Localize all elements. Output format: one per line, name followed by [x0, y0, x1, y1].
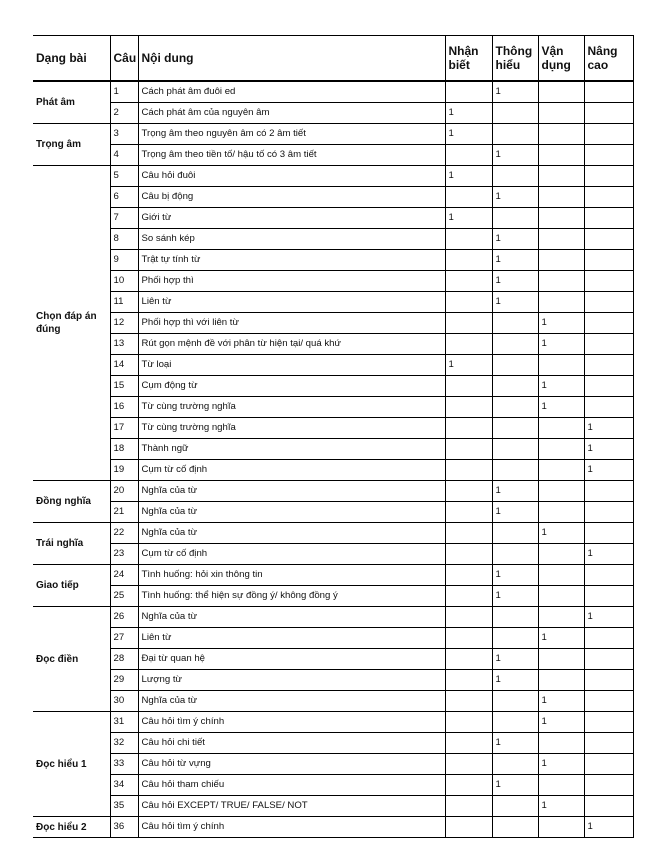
nhan-biet-cell [445, 313, 492, 334]
cau-cell: 36 [110, 817, 138, 838]
header-row [33, 36, 633, 82]
van-dung-cell [538, 292, 584, 313]
noi-dung-cell: Thành ngữ [138, 439, 445, 460]
cau-cell: 1 [110, 81, 138, 103]
nhan-biet-cell: 1 [445, 208, 492, 229]
cau-cell: 26 [110, 607, 138, 628]
cau-cell: 15 [110, 376, 138, 397]
thong-hieu-cell [492, 607, 538, 628]
header-nhan-biet: Nhận biết [445, 36, 492, 82]
thong-hieu-cell [492, 103, 538, 124]
matrix-body [33, 81, 633, 838]
thong-hieu-cell: 1 [492, 670, 538, 691]
van-dung-cell: 1 [538, 334, 584, 355]
cau-cell: 16 [110, 397, 138, 418]
thong-hieu-cell [492, 124, 538, 145]
table-row [33, 754, 633, 775]
van-dung-cell [538, 124, 584, 145]
noi-dung-cell: Nghĩa của từ [138, 481, 445, 502]
thong-hieu-cell: 1 [492, 229, 538, 250]
table-row [33, 397, 633, 418]
nhan-biet-cell [445, 502, 492, 523]
van-dung-cell [538, 250, 584, 271]
thong-hieu-cell [492, 754, 538, 775]
cau-cell: 6 [110, 187, 138, 208]
thong-hieu-cell [492, 523, 538, 544]
table-row [33, 355, 633, 376]
table-row [33, 607, 633, 628]
table-row [33, 145, 633, 166]
cau-cell: 25 [110, 586, 138, 607]
dang-bai-cell: Đọc điền [33, 607, 110, 712]
dang-bai-cell: Đọc hiểu 1 [33, 712, 110, 817]
noi-dung-cell: Câu bị động [138, 187, 445, 208]
noi-dung-cell: Liên từ [138, 292, 445, 313]
van-dung-cell [538, 418, 584, 439]
cau-cell: 27 [110, 628, 138, 649]
van-dung-cell [538, 460, 584, 481]
van-dung-cell [538, 544, 584, 565]
nhan-biet-cell: 1 [445, 355, 492, 376]
thong-hieu-cell [492, 544, 538, 565]
thong-hieu-cell [492, 712, 538, 733]
van-dung-cell: 1 [538, 397, 584, 418]
table-row [33, 712, 633, 733]
thong-hieu-cell [492, 376, 538, 397]
van-dung-cell [538, 439, 584, 460]
van-dung-cell [538, 145, 584, 166]
cau-cell: 3 [110, 124, 138, 145]
header-noi-dung: Nội dung [138, 36, 445, 82]
nhan-biet-cell [445, 733, 492, 754]
van-dung-cell [538, 607, 584, 628]
nhan-biet-cell [445, 754, 492, 775]
thong-hieu-cell [492, 460, 538, 481]
dang-bai-cell: Đồng nghĩa [33, 481, 110, 523]
van-dung-cell [538, 586, 584, 607]
cau-cell: 23 [110, 544, 138, 565]
cau-cell: 10 [110, 271, 138, 292]
thong-hieu-cell: 1 [492, 271, 538, 292]
cau-cell: 11 [110, 292, 138, 313]
nhan-biet-cell [445, 418, 492, 439]
nhan-biet-cell [445, 691, 492, 712]
nhan-biet-cell [445, 607, 492, 628]
table-row [33, 649, 633, 670]
nang-cao-cell [584, 250, 633, 271]
noi-dung-cell: Cụm từ cố định [138, 460, 445, 481]
van-dung-cell [538, 103, 584, 124]
van-dung-cell [538, 229, 584, 250]
nhan-biet-cell [445, 544, 492, 565]
nang-cao-cell [584, 691, 633, 712]
table-row [33, 334, 633, 355]
nang-cao-cell [584, 103, 633, 124]
noi-dung-cell: Trọng âm theo nguyên âm có 2 âm tiết [138, 124, 445, 145]
cau-cell: 31 [110, 712, 138, 733]
thong-hieu-cell [492, 397, 538, 418]
nang-cao-cell [584, 628, 633, 649]
dang-bai-cell: Trọng âm [33, 124, 110, 166]
thong-hieu-cell: 1 [492, 565, 538, 586]
nang-cao-cell [584, 565, 633, 586]
noi-dung-cell: Cụm động từ [138, 376, 445, 397]
cau-cell: 14 [110, 355, 138, 376]
nang-cao-cell [584, 271, 633, 292]
nang-cao-cell [584, 355, 633, 376]
van-dung-cell [538, 565, 584, 586]
nhan-biet-cell: 1 [445, 103, 492, 124]
thong-hieu-cell: 1 [492, 187, 538, 208]
van-dung-cell [538, 649, 584, 670]
noi-dung-cell: Câu hỏi EXCEPT/ TRUE/ FALSE/ NOT [138, 796, 445, 817]
thong-hieu-cell [492, 334, 538, 355]
header-dang-bai: Dạng bài [33, 36, 110, 82]
noi-dung-cell: Cụm từ cố định [138, 544, 445, 565]
nhan-biet-cell [445, 796, 492, 817]
nhan-biet-cell: 1 [445, 166, 492, 187]
nhan-biet-cell [445, 376, 492, 397]
nhan-biet-cell [445, 565, 492, 586]
nhan-biet-cell [445, 460, 492, 481]
van-dung-cell: 1 [538, 376, 584, 397]
noi-dung-cell: Câu hỏi đuôi [138, 166, 445, 187]
table-row [33, 586, 633, 607]
van-dung-cell [538, 481, 584, 502]
nang-cao-cell [584, 481, 633, 502]
van-dung-cell [538, 670, 584, 691]
noi-dung-cell: Nghĩa của từ [138, 691, 445, 712]
cau-cell: 20 [110, 481, 138, 502]
thong-hieu-cell: 1 [492, 292, 538, 313]
table-row [33, 502, 633, 523]
nang-cao-cell [584, 334, 633, 355]
cau-cell: 12 [110, 313, 138, 334]
nang-cao-cell [584, 145, 633, 166]
van-dung-cell [538, 271, 584, 292]
noi-dung-cell: Liên từ [138, 628, 445, 649]
thong-hieu-cell: 1 [492, 81, 538, 103]
noi-dung-cell: Cách phát âm của nguyên âm [138, 103, 445, 124]
noi-dung-cell: Tình huống: thể hiện sự đồng ý/ không đồng ý [138, 586, 445, 607]
van-dung-cell: 1 [538, 691, 584, 712]
table-row [33, 292, 633, 313]
table-row [33, 523, 633, 544]
nang-cao-cell [584, 796, 633, 817]
noi-dung-cell: Câu hỏi tìm ý chính [138, 712, 445, 733]
cau-cell: 2 [110, 103, 138, 124]
cau-cell: 4 [110, 145, 138, 166]
thong-hieu-cell [492, 208, 538, 229]
noi-dung-cell: Đại từ quan hệ [138, 649, 445, 670]
cau-cell: 24 [110, 565, 138, 586]
cau-cell: 13 [110, 334, 138, 355]
nang-cao-cell [584, 397, 633, 418]
nang-cao-cell [584, 166, 633, 187]
cau-cell: 18 [110, 439, 138, 460]
table-row [33, 208, 633, 229]
thong-hieu-cell [492, 628, 538, 649]
table-row [33, 418, 633, 439]
table-row [33, 124, 633, 145]
thong-hieu-cell [492, 418, 538, 439]
noi-dung-cell: Rút gọn mệnh đề với phân từ hiện tại/ quá khứ [138, 334, 445, 355]
header-thong-hieu: Thông hiểu [492, 36, 538, 82]
van-dung-cell: 1 [538, 523, 584, 544]
cau-cell: 8 [110, 229, 138, 250]
nhan-biet-cell [445, 250, 492, 271]
cau-cell: 17 [110, 418, 138, 439]
noi-dung-cell: Từ loại [138, 355, 445, 376]
table-row [33, 81, 633, 103]
thong-hieu-cell: 1 [492, 502, 538, 523]
nhan-biet-cell [445, 271, 492, 292]
nang-cao-cell [584, 712, 633, 733]
cau-cell: 30 [110, 691, 138, 712]
van-dung-cell [538, 166, 584, 187]
table-row [33, 376, 633, 397]
table-row [33, 775, 633, 796]
cau-cell: 34 [110, 775, 138, 796]
thong-hieu-cell [492, 796, 538, 817]
noi-dung-cell: Nghĩa của từ [138, 607, 445, 628]
nang-cao-cell: 1 [584, 607, 633, 628]
noi-dung-cell: Lượng từ [138, 670, 445, 691]
noi-dung-cell: Từ cùng trường nghĩa [138, 418, 445, 439]
noi-dung-cell: Câu hỏi tìm ý chính [138, 817, 445, 838]
header-nang-cao: Nâng cao [584, 36, 633, 82]
thong-hieu-cell [492, 439, 538, 460]
table-row [33, 271, 633, 292]
header-van-dung: Vận dụng [538, 36, 584, 82]
nhan-biet-cell [445, 334, 492, 355]
noi-dung-cell: Tình huống: hỏi xin thông tin [138, 565, 445, 586]
nhan-biet-cell [445, 670, 492, 691]
nhan-biet-cell [445, 229, 492, 250]
nang-cao-cell [584, 733, 633, 754]
van-dung-cell [538, 81, 584, 103]
table-row [33, 439, 633, 460]
nang-cao-cell [584, 586, 633, 607]
nhan-biet-cell [445, 628, 492, 649]
nang-cao-cell [584, 124, 633, 145]
table-row [33, 187, 633, 208]
nhan-biet-cell [445, 817, 492, 838]
noi-dung-cell: Giới từ [138, 208, 445, 229]
nang-cao-cell: 1 [584, 418, 633, 439]
cau-cell: 19 [110, 460, 138, 481]
thong-hieu-cell: 1 [492, 733, 538, 754]
table-row [33, 166, 633, 187]
table-row [33, 628, 633, 649]
van-dung-cell [538, 775, 584, 796]
nhan-biet-cell [445, 145, 492, 166]
nang-cao-cell [584, 502, 633, 523]
nhan-biet-cell [445, 397, 492, 418]
nang-cao-cell [584, 775, 633, 796]
noi-dung-cell: Phối hợp thì với liên từ [138, 313, 445, 334]
matrix-table [33, 35, 634, 838]
cau-cell: 9 [110, 250, 138, 271]
thong-hieu-cell [492, 691, 538, 712]
van-dung-cell: 1 [538, 628, 584, 649]
nang-cao-cell [584, 376, 633, 397]
table-row [33, 313, 633, 334]
table-row [33, 670, 633, 691]
noi-dung-cell: Cách phát âm đuôi ed [138, 81, 445, 103]
nhan-biet-cell [445, 292, 492, 313]
nang-cao-cell [584, 187, 633, 208]
header-cau: Câu [110, 36, 138, 82]
nang-cao-cell [584, 670, 633, 691]
thong-hieu-cell: 1 [492, 145, 538, 166]
noi-dung-cell: Câu hỏi chi tiết [138, 733, 445, 754]
table-row [33, 481, 633, 502]
table-row [33, 544, 633, 565]
thong-hieu-cell: 1 [492, 586, 538, 607]
cau-cell: 29 [110, 670, 138, 691]
thong-hieu-cell: 1 [492, 649, 538, 670]
nang-cao-cell: 1 [584, 817, 633, 838]
van-dung-cell [538, 733, 584, 754]
nhan-biet-cell [445, 187, 492, 208]
nang-cao-cell: 1 [584, 544, 633, 565]
dang-bai-cell: Chọn đáp án đúng [33, 166, 110, 481]
thong-hieu-cell [492, 817, 538, 838]
table-row [33, 817, 633, 838]
van-dung-cell [538, 355, 584, 376]
table-row [33, 691, 633, 712]
cau-cell: 21 [110, 502, 138, 523]
cau-cell: 32 [110, 733, 138, 754]
nang-cao-cell [584, 81, 633, 103]
noi-dung-cell: Nghĩa của từ [138, 523, 445, 544]
van-dung-cell: 1 [538, 754, 584, 775]
nhan-biet-cell [445, 81, 492, 103]
dang-bai-cell: Đọc hiểu 2 [33, 817, 110, 838]
noi-dung-cell: Từ cùng trường nghĩa [138, 397, 445, 418]
nhan-biet-cell [445, 586, 492, 607]
noi-dung-cell: Phối hợp thì [138, 271, 445, 292]
nang-cao-cell [584, 649, 633, 670]
nang-cao-cell [584, 229, 633, 250]
table-row [33, 733, 633, 754]
cau-cell: 35 [110, 796, 138, 817]
dang-bai-cell: Giao tiếp [33, 565, 110, 607]
thong-hieu-cell: 1 [492, 775, 538, 796]
thong-hieu-cell: 1 [492, 250, 538, 271]
noi-dung-cell: Nghĩa của từ [138, 502, 445, 523]
dang-bai-cell: Trái nghĩa [33, 523, 110, 565]
table-row [33, 250, 633, 271]
van-dung-cell [538, 187, 584, 208]
table-row [33, 796, 633, 817]
nhan-biet-cell [445, 481, 492, 502]
noi-dung-cell: Câu hỏi từ vựng [138, 754, 445, 775]
noi-dung-cell: Trật tự tính từ [138, 250, 445, 271]
table-row [33, 565, 633, 586]
nhan-biet-cell: 1 [445, 124, 492, 145]
van-dung-cell [538, 502, 584, 523]
van-dung-cell: 1 [538, 796, 584, 817]
van-dung-cell [538, 208, 584, 229]
nang-cao-cell [584, 523, 633, 544]
table-row [33, 103, 633, 124]
nang-cao-cell: 1 [584, 460, 633, 481]
noi-dung-cell: Câu hỏi tham chiếu [138, 775, 445, 796]
thong-hieu-cell [492, 355, 538, 376]
noi-dung-cell: Trọng âm theo tiền tố/ hậu tố có 3 âm tiết [138, 145, 445, 166]
nang-cao-cell: 1 [584, 439, 633, 460]
nhan-biet-cell [445, 649, 492, 670]
cau-cell: 33 [110, 754, 138, 775]
thong-hieu-cell [492, 166, 538, 187]
nang-cao-cell [584, 754, 633, 775]
dang-bai-cell: Phát âm [33, 81, 110, 124]
van-dung-cell: 1 [538, 313, 584, 334]
cau-cell: 28 [110, 649, 138, 670]
nhan-biet-cell [445, 439, 492, 460]
thong-hieu-cell [492, 313, 538, 334]
van-dung-cell [538, 817, 584, 838]
noi-dung-cell: So sánh kép [138, 229, 445, 250]
cau-cell: 7 [110, 208, 138, 229]
thong-hieu-cell: 1 [492, 481, 538, 502]
nhan-biet-cell [445, 712, 492, 733]
nhan-biet-cell [445, 523, 492, 544]
nang-cao-cell [584, 313, 633, 334]
cau-cell: 22 [110, 523, 138, 544]
nang-cao-cell [584, 292, 633, 313]
table-row [33, 229, 633, 250]
nang-cao-cell [584, 208, 633, 229]
cau-cell: 5 [110, 166, 138, 187]
table-row [33, 460, 633, 481]
nhan-biet-cell [445, 775, 492, 796]
van-dung-cell: 1 [538, 712, 584, 733]
